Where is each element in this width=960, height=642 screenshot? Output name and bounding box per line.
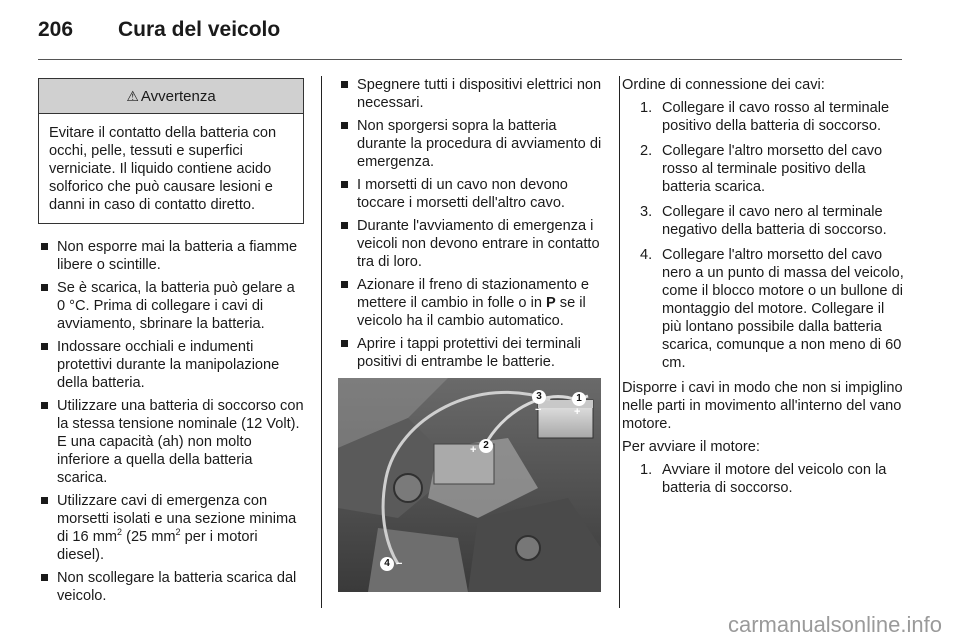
list-item	[38, 238, 304, 274]
step-text: Collegare il cavo nero al terminale negativo della batteria di soccorso.	[662, 204, 887, 238]
list-item	[622, 99, 904, 135]
step-number: 4.	[640, 247, 653, 263]
list-item	[338, 335, 604, 371]
watermark: carmanualsonline.info	[727, 612, 942, 637]
bullet-text: Non scollegare la batteria scarica dal veicolo.	[57, 570, 297, 604]
bullet-square-icon	[41, 284, 48, 291]
gear-p-label: P	[546, 295, 556, 311]
start-steps	[622, 461, 904, 497]
bullet-square-icon	[341, 181, 348, 188]
bullet-text-a: Azionare il freno di stazionamento e mettere il cambio in folle o in	[357, 277, 590, 311]
bullet-text-c: per i motori diesel).	[57, 529, 258, 563]
precautions-list	[38, 238, 304, 605]
step-number: 1.	[640, 100, 653, 116]
bullet-text: Utilizzare una batteria di soccorso con la stessa tensione nominale (12 Volt). E una capacità (ah) non molto inferiore a quella della batteria scarica.	[57, 398, 304, 486]
step-text: Avviare il motore del veicolo con la batteria di soccorso.	[662, 462, 887, 496]
list-item	[38, 397, 304, 487]
plus-sign-1: +	[574, 406, 581, 418]
warning-triangle-icon: ⚠	[126, 88, 139, 104]
connection-order-heading: Ordine di connessione dei cavi:	[622, 77, 825, 93]
step-text: Collegare il cavo rosso al terminale positivo della batteria di soccorso.	[662, 100, 890, 134]
bullet-text: Se è scarica, la batteria può gelare a 0 °C. Prima di collegare i cavi di avviamento, sbrinare la batteria.	[57, 280, 295, 332]
bullet-text: I morsetti di un cavo non devono toccare i morsetti dell'altro cavo.	[357, 177, 568, 211]
bullet-square-icon	[341, 81, 348, 88]
list-item	[38, 492, 304, 564]
list-item	[38, 279, 304, 333]
step-number: 1.	[640, 462, 653, 478]
bullet-text-b: (25 mm	[122, 529, 176, 545]
column-2	[338, 76, 604, 376]
bullet-square-icon	[341, 222, 348, 229]
list-item	[622, 142, 904, 196]
superscript: 2	[117, 527, 123, 538]
photo-label-1: 1	[572, 392, 586, 406]
minus-sign-3: −	[535, 404, 542, 416]
bullet-text-a: Utilizzare cavi di emergenza con morsetti isolati e una sezione minima di 16 mm	[57, 493, 297, 545]
bullet-square-icon	[41, 343, 48, 350]
superscript: 2	[175, 527, 181, 538]
bullet-square-icon	[41, 243, 48, 250]
bullet-square-icon	[41, 402, 48, 409]
column-3	[622, 76, 904, 504]
step-number: 2.	[640, 143, 653, 159]
procedure-list	[338, 76, 604, 371]
bullet-square-icon	[341, 281, 348, 288]
cable-arrangement-text: Disporre i cavi in modo che non si impiglino nelle parti in movimento all'interno del vano motore.	[622, 380, 903, 432]
bullet-text: Non esporre mai la batteria a fiamme libere o scintille.	[57, 239, 298, 273]
engine-bay-photo	[338, 378, 601, 592]
header-divider	[38, 59, 902, 60]
bullet-square-icon	[41, 497, 48, 504]
list-item	[338, 76, 604, 112]
warning-title: Avvertenza	[140, 88, 216, 105]
photo-label-2: 2	[479, 439, 493, 453]
step-text: Collegare l'altro morsetto del cavo nero a un punto di massa del veicolo, come il blocco motore o un bullone di montaggio del motore. Collegare il più lontano possibile dalla batteria scarica, comunque a non meno di 60 cm.	[662, 247, 904, 371]
photo-label-4: 4	[380, 557, 394, 571]
warning-text: Evitare il contatto della batteria con occhi, pelle, tessuti e superfici verniciate. Il liquido contiene acido solforico che può causare lesioni e danni in caso di contatto diretto.	[49, 125, 277, 213]
bullet-text: Non sporgersi sopra la batteria durante la procedura di avviamento di emergenza.	[357, 118, 602, 170]
warning-header	[39, 79, 303, 114]
column-divider-2	[619, 76, 620, 608]
list-item	[622, 203, 904, 239]
bullet-text: Durante l'avviamento di emergenza i veicoli non devono entrare in contatto tra di loro.	[357, 218, 600, 270]
start-engine-heading: Per avviare il motore:	[622, 439, 760, 455]
column-divider-1	[321, 76, 322, 608]
bullet-text-c: se il veicolo ha il cambio automatico.	[357, 295, 586, 329]
list-item	[338, 276, 604, 330]
list-item	[38, 338, 304, 392]
step-number: 3.	[640, 204, 653, 220]
warning-box	[38, 78, 304, 224]
engine-bay-illustration	[338, 378, 601, 592]
list-item	[338, 176, 604, 212]
minus-sign-4: −	[396, 558, 403, 570]
step-text: Collegare l'altro morsetto del cavo rosso al terminale positivo della batteria scarica.	[662, 143, 883, 195]
list-item	[38, 569, 304, 605]
connection-steps	[622, 99, 904, 372]
bullet-text: Indossare occhiali e indumenti protettivi durante la manipolazione della batteria.	[57, 339, 280, 391]
column-1	[38, 78, 304, 610]
plus-sign-2: +	[470, 444, 477, 456]
list-item	[338, 117, 604, 171]
photo-label-3: 3	[532, 390, 546, 404]
bullet-square-icon	[41, 574, 48, 581]
page-number: 206	[38, 18, 74, 41]
list-item	[622, 246, 904, 372]
page-title: Cura del veicolo	[118, 18, 281, 41]
bullet-square-icon	[341, 122, 348, 129]
bullet-text: Aprire i tappi protettivi dei terminali positivi di entrambe le batterie.	[357, 336, 581, 370]
list-item	[338, 217, 604, 271]
bullet-text: Spegnere tutti i dispositivi elettrici non necessari.	[357, 77, 602, 111]
bullet-square-icon	[341, 340, 348, 347]
list-item	[622, 461, 904, 497]
